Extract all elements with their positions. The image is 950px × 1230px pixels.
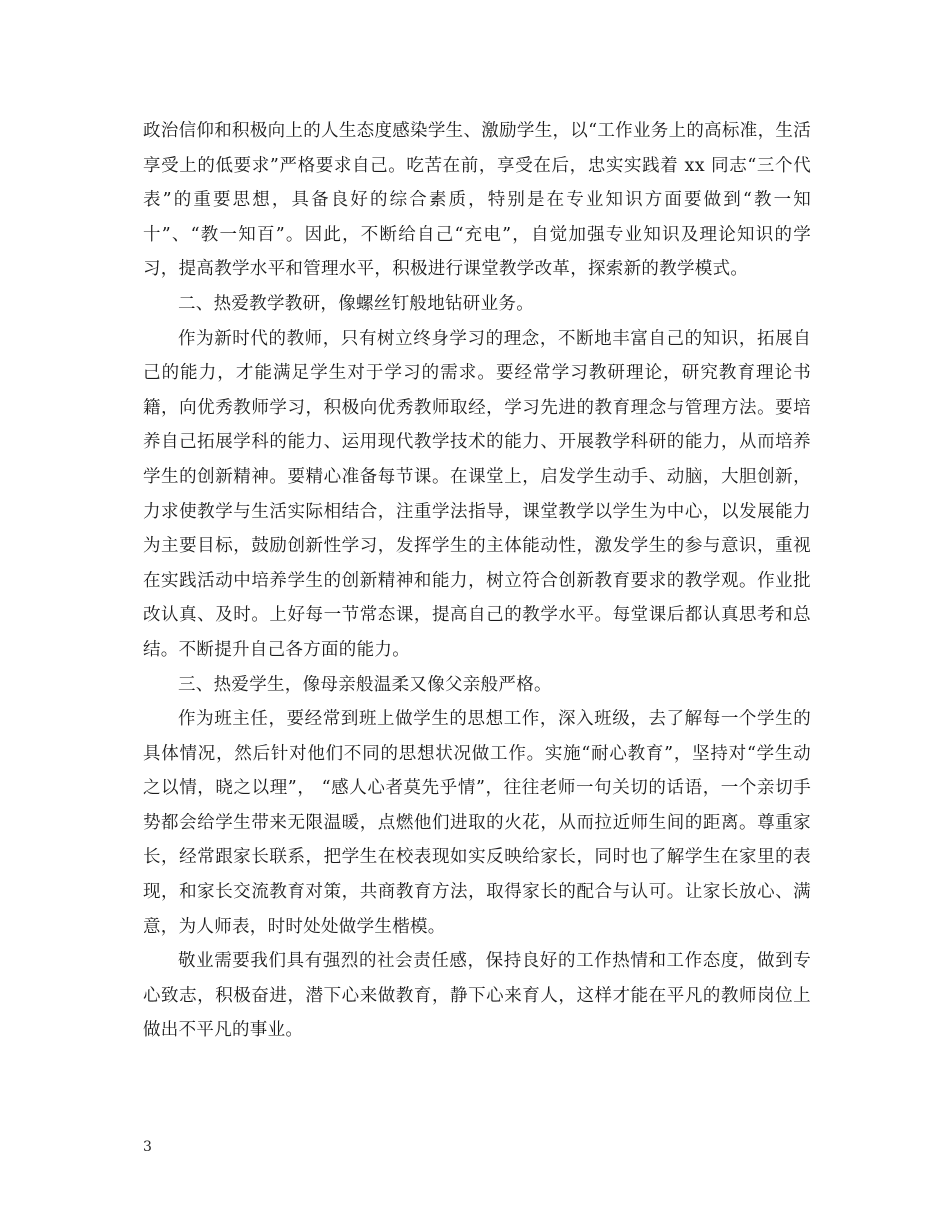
page-number: 3	[143, 1139, 152, 1155]
section-heading-love-students: 三、热爱学生，像母亲般温柔又像父亲般严格。	[178, 674, 552, 695]
section-heading-teaching-research: 二、热爱教学教研，像螺丝钉般地钻研业务。	[178, 293, 534, 314]
paragraph-teaching-research: 作为新时代的教师，只有树立终身学习的理念，不断地丰富自己的知识，拓展自己的能力，才能满足学生对于学习的需求。要经常学习教研理论，研究教育理论书籍，向优秀教师学习，积极向优秀教师取经，学习先进的教育理念与管理方法。要培养自己拓展学科的能力、运用现代教学技术的能力、开展教学科研的能力，从而培养学生的创新精神。要精心准备每节课。在课堂上，启发学生动手、动脑，大胆创新，力求使教学与生活实际相结合，注重学法指导，课堂教学以学生为中心，以发展能力为主要目标，鼓励创新性学习，发挥学生的主体能动性，激发学生的参与意识，重视在实践活动中培养学生的创新精神和能力，树立符合创新教育要求的教学观。作业批改认真、及时。上好每一节常态课，提高自己的教学水平。每堂课后都认真思考和总结。不断提升自己各方面的能力。	[143, 328, 811, 660]
paragraph-class-teacher: 作为班主任，要经常到班上做学生的思想工作，深入班级，去了解每一个学生的具体情况，然后针对他们不同的思想状况做工作。实施“耐心教育”，坚持对“学生动之以情，晓之以理”， “感人心者莫先乎情”，往往老师一句关切的话语，一个亲切手势都会给学生带来无限温暖，点燃他们进取的火花，从而拉近师生间的距离。尊重家长，经常跟家长联系，把学生在校表现如实反映给家长，同时也了解学生在家里的表现，和家长交流教育对策，共商教育方法，取得家长的配合与认可。让家长放心、满意，为人师表，时时处处做学生楷模。	[143, 709, 811, 937]
paragraph-continuation: 政治信仰和积极向上的人生态度感染学生、激励学生，以“工作业务上的高标准，生活享受上的低要求”严格要求自己。吃苦在前，享受在后，忠实实践着 xx 同志“三个代表”的重要思想，具备良好的综合素质，特别是在专业知识方面要做到“教一知十”、“教一知百”。因此，不断给自己“充电”，自觉加强专业知识及理论知识的学习，提高教学水平和管理水平，积极进行课堂教学改革，探索新的教学模式。	[143, 121, 811, 280]
paragraph-dedication: 敬业需要我们具有强烈的社会责任感，保持良好的工作热情和工作态度，做到专心致志，积极奋进，潜下心来做教育，静下心来育人，这样才能在平凡的教师岗位上做出不平凡的事业。	[143, 951, 811, 1041]
document-body	[143, 114, 811, 1048]
